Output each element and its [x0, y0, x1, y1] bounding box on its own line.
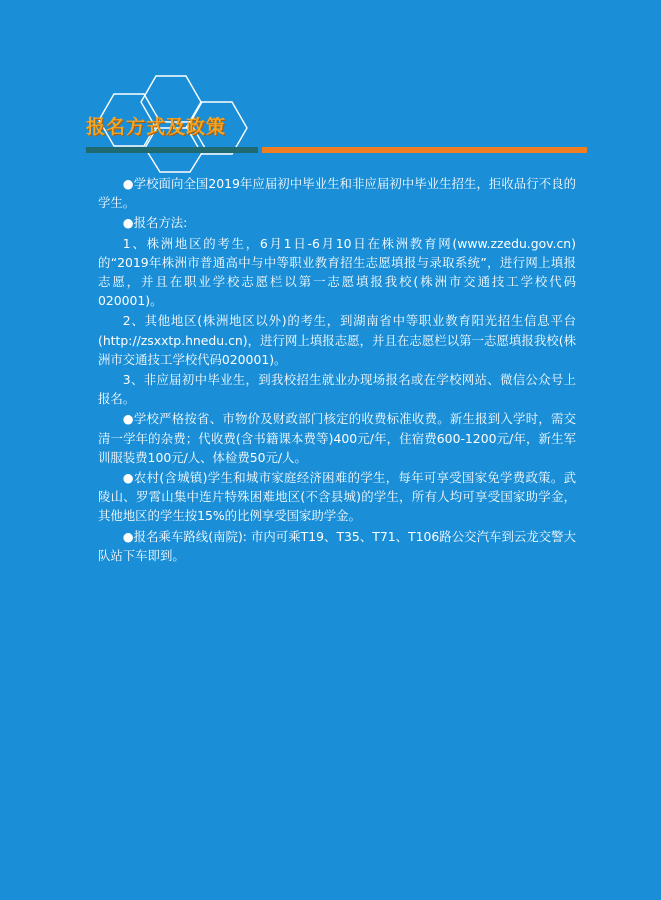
paragraph-admission-scope: ●学校面向全国2019年应届初中毕业生和非应届初中毕业生招生，拒收品行不良的学生。	[98, 176, 576, 211]
paragraph-fees: ●学校严格按省、市物价及财政部门核定的收费标准收费。新生报到入学时，需交清一学年的杂费；代收费(含书籍课本费等)400元/年，住宿费600-1200元/年，新生军训服装费100元/人、体检费50元/人。	[98, 411, 576, 465]
section-title: 报名方式及政策	[86, 116, 227, 138]
paragraph-non-graduate-applicants: 3、非应届初中毕业生，到我校招生就业办现场报名或在学校网站、微信公众号上报名。	[98, 372, 576, 407]
paragraph-method-heading: ●报名方法:	[122, 215, 188, 231]
paragraph-other-region-applicants: 2、其他地区(株洲地区以外)的考生，到湖南省中等职业教育阳光招生信息平台(http://zsxxtp.hnedu.cn)，进行网上填报志愿，并且在志愿栏以第一志愿填报我校(株洲市交通技工学校代码020001)。	[98, 313, 576, 367]
title-underline-orange	[262, 147, 587, 153]
title-underline-teal	[86, 147, 258, 153]
paragraph-bus-route: ●报名乘车路线(南院): 市内可乘T19、T35、T71、T106路公交汽车到云龙交警大队站下车即到。	[98, 528, 576, 563]
paragraph-zhuzhou-applicants: 1、株洲地区的考生，6月1日-6月10日在株洲教育网(www.zzedu.gov.cn)的“2019年株洲市普通高中与中等职业教育招生志愿填报与录取系统”，进行网上填报志愿，并且在职业学校志愿栏以第一志愿填报我校(株洲市交通技工学校代码020001)。	[98, 235, 576, 309]
paragraph-financial-aid: ●农村(含城镇)学生和城市家庭经济困难的学生，每年可享受国家免学费政策。武陵山、罗霄山集中连片特殊困难地区(不含县城)的学生，所有人均可享受国家助学金，其他地区的学生按15%的比例享受国家助学金。	[98, 470, 576, 524]
policy-text-body	[98, 174, 576, 566]
